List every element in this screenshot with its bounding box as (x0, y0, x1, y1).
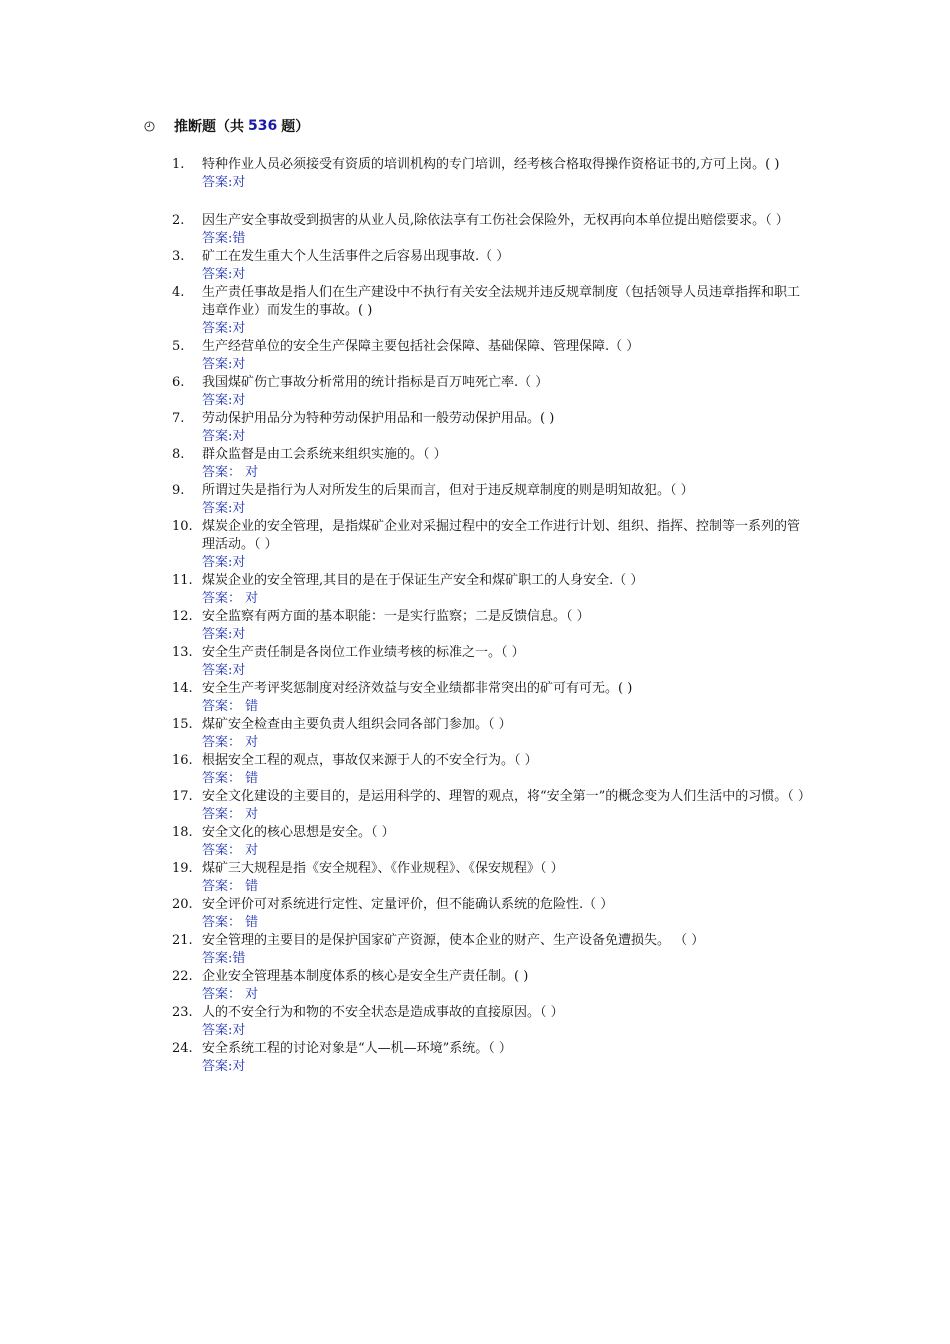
question-text: 安全文化建设的主要目的，是运用科学的、理智的观点，将“安全第一”的概念变为人们生活中的习惯。（ ） (202, 789, 811, 804)
question-item (172, 716, 812, 752)
question-text: 安全生产责任制是各岗位工作业绩考核的标准之一。（ ） (202, 645, 525, 660)
answer-label: 答案:对 (202, 1023, 246, 1038)
question-item (172, 1004, 812, 1040)
question-text: 安全系统工程的讨论对象是“人—机—环境”系统。（ ） (202, 1041, 512, 1056)
answer-label: 答案： 对 (202, 465, 259, 480)
question-item (172, 752, 812, 788)
question-number: 21. (172, 933, 193, 948)
question-text: 特种作业人员必须接受有资质的培训机构的专门培训，经考核合格取得操作资格证书的,方可上岗。( ) (202, 157, 780, 172)
question-text: 煤矿安全检查由主要负责人组织会同各部门参加。（ ） (202, 717, 512, 732)
question-text: 煤炭企业的安全管理,其目的是在于保证生产安全和煤矿职工的人身安全.（ ） (202, 573, 644, 588)
question-number: 4. (172, 285, 185, 300)
answer-label: 答案:对 (202, 357, 246, 372)
answer-label: 答案： 错 (202, 699, 259, 714)
question-text: 我国煤矿伤亡事故分析常用的统计指标是百万吨死亡率.（ ） (202, 375, 549, 390)
question-number: 18. (172, 825, 193, 840)
answer-label: 答案:对 (202, 627, 246, 642)
question-item (172, 860, 812, 896)
answer-label: 答案： 对 (202, 591, 259, 606)
answer-label: 答案:对 (202, 267, 246, 282)
question-text: 群众监督是由工会系统来组织实施的。（ ） (202, 447, 447, 462)
clock-icon (144, 121, 155, 132)
answer-label: 答案:错 (202, 231, 246, 246)
answer-label: 答案:错 (202, 951, 246, 966)
question-number: 5. (172, 339, 185, 354)
question-text: 生产经营单位的安全生产保障主要包括社会保障、基础保障、管理保障.（ ） (202, 339, 640, 354)
answer-label: 答案： 错 (202, 771, 259, 786)
answer-label: 答案： 对 (202, 807, 259, 822)
question-item (172, 572, 812, 608)
question-text: 根据安全工程的观点，事故仅来源于人的不安全行为。（ ） (202, 753, 538, 768)
question-number: 3. (172, 249, 185, 264)
question-item (172, 482, 812, 518)
question-number: 9. (172, 483, 185, 498)
answer-label: 答案： 对 (202, 735, 259, 750)
question-text: 企业安全管理基本制度体系的核心是安全生产责任制。( ) (202, 969, 529, 984)
question-item (172, 338, 812, 374)
answer-label: 答案： 错 (202, 915, 259, 930)
question-item (172, 156, 812, 192)
question-number: 19. (172, 861, 193, 876)
question-text: 矿工在发生重大个人生活事件之后容易出现事故.（ ） (202, 249, 510, 264)
question-item (172, 374, 812, 410)
question-item (172, 446, 812, 482)
question-item (172, 608, 812, 644)
question-number: 23. (172, 1005, 193, 1020)
question-count: 536 (248, 118, 278, 134)
question-text: 因生产安全事故受到损害的从业人员,除依法享有工伤社会保险外，无权再向本单位提出赔偿要求。（ ） (202, 213, 789, 228)
question-item (172, 284, 812, 338)
question-text: 煤矿三大规程是指《安全规程》、《作业规程》、《保安规程》（ ） (202, 861, 564, 876)
answer-label: 答案:对 (202, 393, 246, 408)
question-number: 24. (172, 1041, 193, 1056)
question-text: 劳动保护用品分为特种劳动保护用品和一般劳动保护用品。( ) (202, 411, 555, 426)
answer-label: 答案:对 (202, 175, 246, 190)
section-header (144, 116, 309, 136)
question-list (172, 156, 812, 1076)
question-number: 15. (172, 717, 193, 732)
answer-label: 答案:对 (202, 663, 246, 678)
question-number: 14. (172, 681, 193, 696)
question-item (172, 932, 812, 968)
question-number: 16. (172, 753, 193, 768)
question-number: 22. (172, 969, 193, 984)
question-item (172, 644, 812, 680)
question-text: 安全生产考评奖惩制度对经济效益与安全业绩都非常突出的矿可有可无。( ) (202, 681, 633, 696)
header-suffix: 题） (281, 119, 310, 135)
question-text: 安全监察有两方面的基本职能：一是实行监察；二是反馈信息。（ ） (202, 609, 590, 624)
question-number: 8. (172, 447, 185, 462)
answer-label: 答案:对 (202, 429, 246, 444)
answer-label: 答案： 错 (202, 879, 259, 894)
question-item (172, 212, 812, 248)
question-number: 1. (172, 157, 185, 172)
question-number: 2. (172, 213, 185, 228)
question-item (172, 248, 812, 284)
question-number: 7. (172, 411, 185, 426)
question-item (172, 1040, 812, 1076)
question-item (172, 896, 812, 932)
question-text: 煤炭企业的安全管理，是指煤矿企业对采掘过程中的安全工作进行计划、组织、指挥、控制等一系列的管理活动。（ ） (202, 519, 801, 552)
question-text: 生产责任事故是指人们在生产建设中不执行有关安全法规并违反规章制度（包括领导人员违章指挥和职工违章作业）而发生的事故。( ) (202, 285, 801, 318)
question-number: 20. (172, 897, 193, 912)
question-item (172, 968, 812, 1004)
question-item (172, 410, 812, 446)
question-number: 17. (172, 789, 193, 804)
answer-label: 答案： 对 (202, 843, 259, 858)
question-number: 13. (172, 645, 193, 660)
answer-label: 答案： 对 (202, 987, 259, 1002)
question-number: 10. (172, 519, 193, 534)
question-number: 6. (172, 375, 185, 390)
question-item (172, 788, 812, 824)
question-number: 11. (172, 573, 193, 588)
answer-label: 答案:对 (202, 1059, 246, 1074)
question-text: 安全管理的主要目的是保护国家矿产资源，使本企业的财产、生产设备免遭损失。 （ ） (202, 933, 705, 948)
spacer (172, 192, 812, 212)
question-item (172, 680, 812, 716)
header-prefix: 推断题（共 (174, 119, 244, 135)
question-item (172, 518, 812, 572)
question-number: 12. (172, 609, 193, 624)
question-text: 安全评价可对系统进行定性、定量评价，但不能确认系统的危险性.（ ） (202, 897, 614, 912)
answer-label: 答案:对 (202, 555, 246, 570)
question-text: 所谓过失是指行为人对所发生的后果而言，但对于违反规章制度的则是明知故犯。（ ） (202, 483, 694, 498)
question-text: 安全文化的核心思想是安全。（ ） (202, 825, 395, 840)
answer-label: 答案:对 (202, 321, 246, 336)
answer-label: 答案:对 (202, 501, 246, 516)
question-item (172, 824, 812, 860)
question-text: 人的不安全行为和物的不安全状态是造成事故的直接原因。（ ） (202, 1005, 564, 1020)
